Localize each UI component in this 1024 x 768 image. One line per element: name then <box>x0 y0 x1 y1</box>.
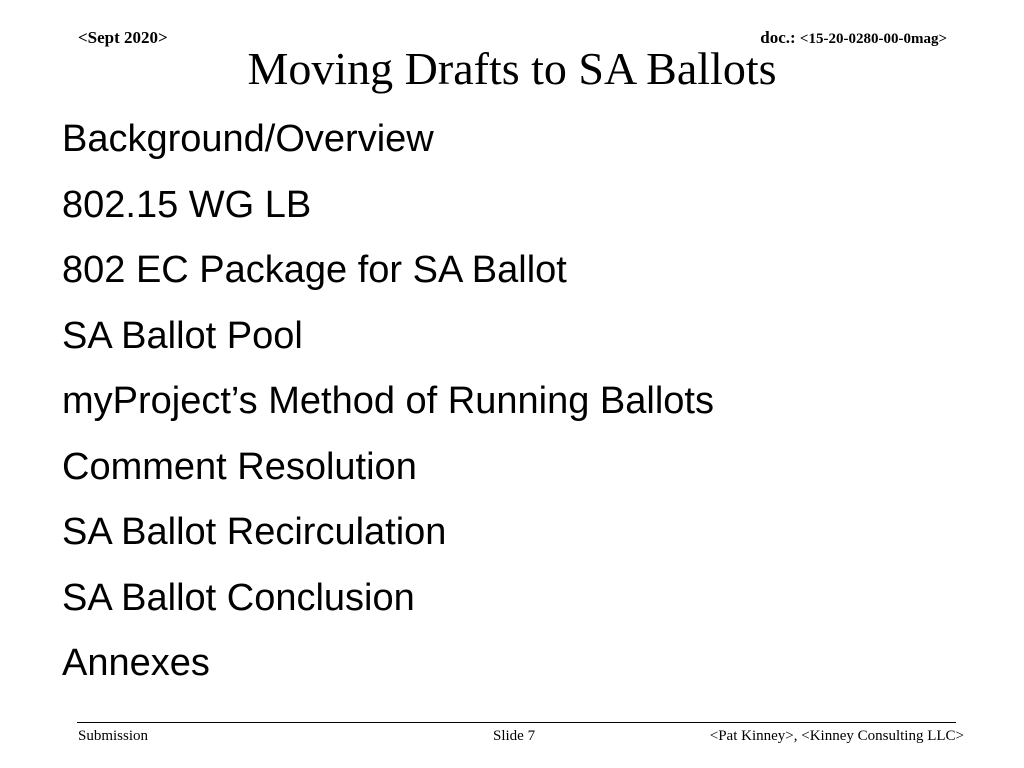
footer-divider <box>77 722 956 723</box>
slide-title: Moving Drafts to SA Ballots <box>247 43 777 94</box>
header-doc-number: <15-20-0280-00-0mag> <box>799 31 947 47</box>
bullet-item: SA Ballot Pool <box>62 314 303 357</box>
bullet-list <box>62 107 714 697</box>
bullet-item: SA Ballot Conclusion <box>62 576 415 619</box>
footer-slide-number: Slide 7 <box>493 728 536 744</box>
bullet-item: myProject’s Method of Running Ballots <box>62 380 714 422</box>
bullet-item: 802 EC Package for SA Ballot <box>62 249 567 291</box>
bullet-item: SA Ballot Recirculation <box>62 511 447 553</box>
bullet-item: Background/Overview <box>62 118 434 160</box>
header-date: <Sept 2020> <box>78 28 168 47</box>
footer-author: <Pat Kinney>, <Kinney Consulting LLC> <box>709 728 964 744</box>
bullet-item: Comment Resolution <box>62 445 417 488</box>
bullet-item: Annexes <box>62 642 210 684</box>
header-doc-label: doc.: <box>760 28 800 47</box>
bullet-item: 802.15 WG LB <box>62 183 312 226</box>
footer-submission: Submission <box>78 728 149 744</box>
